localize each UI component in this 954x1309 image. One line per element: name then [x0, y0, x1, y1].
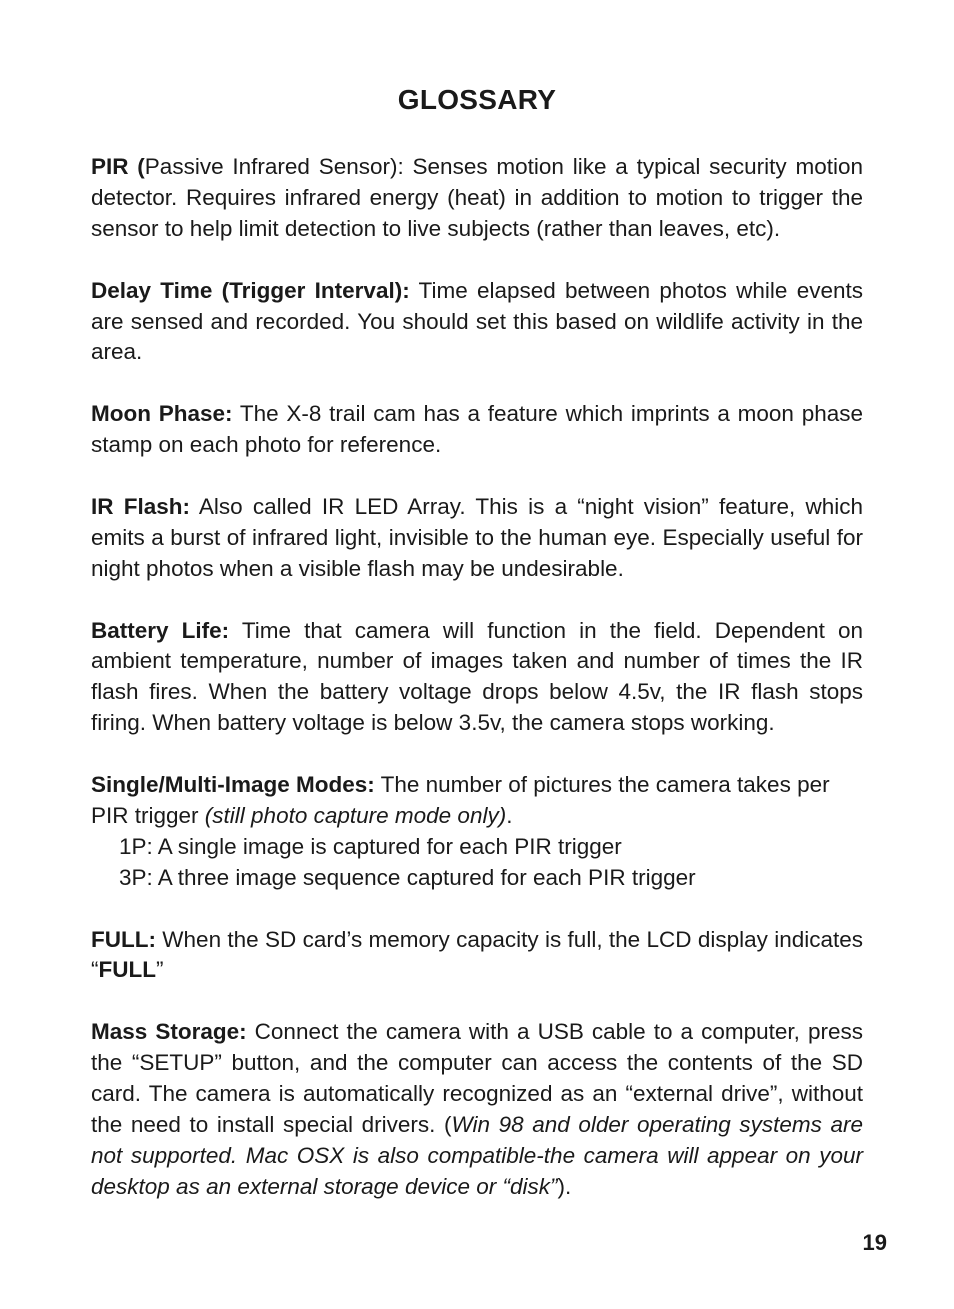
glossary-entry-battery-life — [91, 616, 863, 740]
glossary-content — [91, 152, 863, 1234]
page-number: 19 — [862, 1230, 887, 1255]
definition-full: When the SD card’s memory capacity is full, the LCD display indicates “ — [91, 926, 863, 983]
definition-battery-life: Time that camera will function in the field. Dependent on ambient temperature, number of images taken and number of times the IR flash fires. When the battery voltage drops below 4.5v, the IR flash stops firing. When battery voltage is below 3.5v, the camera stops working. — [91, 617, 864, 736]
term-mass-storage: Mass Storage: — [91, 1019, 247, 1045]
term-pir: PIR ( — [91, 154, 145, 179]
image-mode-item-3p: 3P: A three image sequence captured for each PIR trigger — [119, 864, 696, 890]
glossary-entry-delay-time — [91, 276, 863, 369]
definition-image-modes — [91, 770, 863, 832]
term-battery-life: Battery Life: — [91, 617, 230, 643]
glossary-entry-moon-phase — [91, 399, 863, 461]
definition-image-modes-text: The number of pictures the camera takes per PIR trigger — [91, 772, 830, 828]
definition-full-end: ” — [155, 957, 164, 983]
glossary-entry-image-modes — [91, 770, 863, 894]
term-full: FULL: — [91, 926, 156, 952]
term-moon-phase: Moon Phase: — [91, 401, 233, 427]
definition-moon-phase: The X-8 trail cam has a feature which imprints a moon phase stamp on each photo for reference. — [91, 401, 863, 458]
definition-mass-storage-end: ). — [557, 1173, 572, 1199]
definition-ir-flash: Also called IR LED Array. This is a “night vision” feature, which emits a burst of infrared light, invisible to the human eye. Especially useful for night photos when a visible flash may be undesirable. — [91, 493, 864, 581]
full-indicator-word: FULL — [98, 957, 156, 983]
image-modes-end: . — [506, 802, 513, 828]
mass-storage-note: Win 98 and older operating systems are not supported. Mac OSX is also compatible-the camera will appear on your desktop as an external storage device or “disk” — [91, 1111, 863, 1199]
page-title: GLOSSARY — [397, 84, 557, 115]
term-delay-time: Delay Time (Trigger Interval): — [91, 277, 410, 303]
term-image-modes: Single/Multi-Image Modes: — [91, 772, 375, 798]
image-mode-item-1p: 1P: A single image is captured for each PIR trigger — [119, 833, 622, 859]
definition-pir: Passive Infrared Sensor): Senses motion like a typical security motion detector. Requires infrared energy (heat) in addition to motion to trigger the sensor to help limit detection to live subjects (rather than leaves, etc). — [91, 154, 863, 241]
glossary-entry-pir — [91, 152, 863, 245]
definition-mass-storage: Connect the camera with a USB cable to a computer, press the “SETUP” button, and the computer can access the contents of the SD card. The camera is automatically recognized as an “external drive”, without the need to install special drivers. ( — [91, 1019, 863, 1137]
glossary-entry-mass-storage — [91, 1017, 863, 1202]
definition-delay-time: Time elapsed between photos while events are sensed and recorded. You should set this based on wildlife activity in the area. — [91, 277, 863, 365]
term-ir-flash: IR Flash: — [91, 493, 190, 519]
glossary-entry-full — [91, 925, 863, 987]
glossary-entry-ir-flash — [91, 492, 863, 585]
image-modes-note: (still photo capture mode only) — [204, 802, 507, 828]
